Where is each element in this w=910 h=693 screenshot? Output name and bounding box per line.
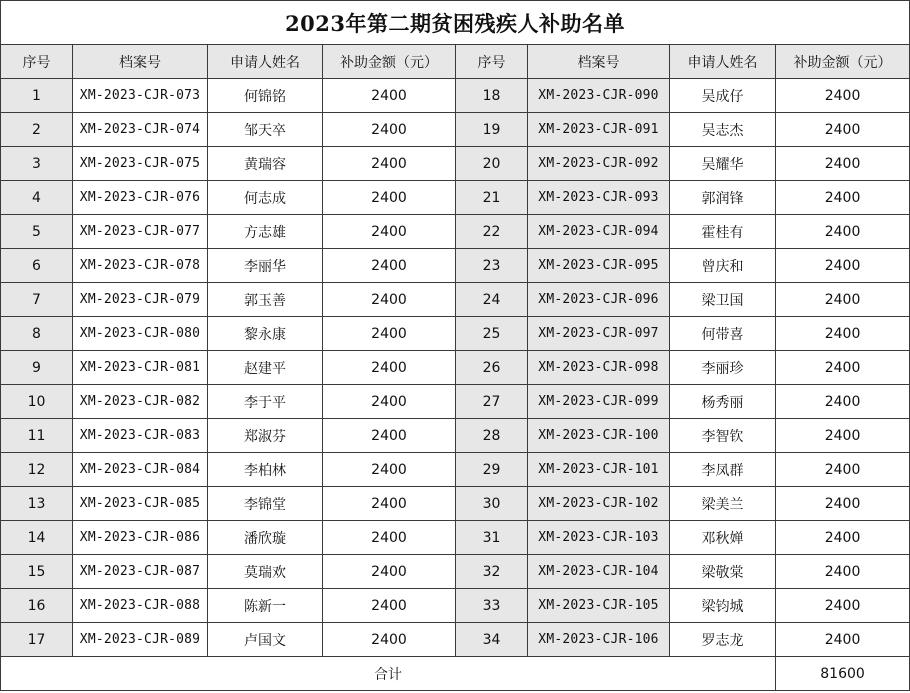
file-id-left: XM-2023-CJR-084 <box>73 453 208 487</box>
row-number-right: 26 <box>456 351 528 385</box>
subsidy-amount-right: 2400 <box>776 487 910 521</box>
subsidy-amount-left: 2400 <box>323 419 456 453</box>
file-id-left: XM-2023-CJR-073 <box>73 79 208 113</box>
file-id-right: XM-2023-CJR-094 <box>528 215 670 249</box>
sheet-title: 2023年第二期贫困残疾人补助名单 <box>1 1 910 45</box>
row-number-right: 29 <box>456 453 528 487</box>
file-id-left: XM-2023-CJR-075 <box>73 147 208 181</box>
subsidy-amount-left: 2400 <box>323 283 456 317</box>
applicant-name-right: 吴成仔 <box>670 79 776 113</box>
applicant-name-right: 吴耀华 <box>670 147 776 181</box>
subsidy-amount-right: 2400 <box>776 215 910 249</box>
header-row <box>1 45 910 79</box>
file-id-right: XM-2023-CJR-096 <box>528 283 670 317</box>
applicant-name-left: 李丽华 <box>208 249 323 283</box>
subsidy-amount-left: 2400 <box>323 589 456 623</box>
applicant-name-right: 梁卫国 <box>670 283 776 317</box>
file-id-left: XM-2023-CJR-077 <box>73 215 208 249</box>
row-number-left: 1 <box>1 79 73 113</box>
table-row <box>1 453 910 487</box>
row-number-left: 4 <box>1 181 73 215</box>
applicant-name-left: 郭玉善 <box>208 283 323 317</box>
row-number-right: 32 <box>456 555 528 589</box>
row-number-right: 28 <box>456 419 528 453</box>
row-number-right: 21 <box>456 181 528 215</box>
subsidy-amount-left: 2400 <box>323 453 456 487</box>
applicant-name-right: 李凤群 <box>670 453 776 487</box>
file-id-right: XM-2023-CJR-091 <box>528 113 670 147</box>
subsidy-amount-left: 2400 <box>323 623 456 657</box>
subsidy-amount-left: 2400 <box>323 113 456 147</box>
row-number-left: 14 <box>1 521 73 555</box>
applicant-name-left: 黎永康 <box>208 317 323 351</box>
subsidy-amount-left: 2400 <box>323 385 456 419</box>
table-row <box>1 317 910 351</box>
row-number-left: 11 <box>1 419 73 453</box>
total-label: 合计 <box>1 657 776 691</box>
subsidy-amount-right: 2400 <box>776 453 910 487</box>
applicant-name-right: 罗志龙 <box>670 623 776 657</box>
subsidy-amount-left: 2400 <box>323 317 456 351</box>
subsidy-amount-right: 2400 <box>776 521 910 555</box>
subsidy-amount-right: 2400 <box>776 283 910 317</box>
file-id-right: XM-2023-CJR-098 <box>528 351 670 385</box>
file-id-right: XM-2023-CJR-099 <box>528 385 670 419</box>
file-id-right: XM-2023-CJR-090 <box>528 79 670 113</box>
table-row <box>1 385 910 419</box>
applicant-name-right: 郭润锋 <box>670 181 776 215</box>
file-id-right: XM-2023-CJR-095 <box>528 249 670 283</box>
applicant-name-left: 邹天卒 <box>208 113 323 147</box>
header-amount-left: 补助金额（元） <box>323 45 456 79</box>
header-name-right: 申请人姓名 <box>670 45 776 79</box>
file-id-left: XM-2023-CJR-076 <box>73 181 208 215</box>
file-id-left: XM-2023-CJR-083 <box>73 419 208 453</box>
applicant-name-left: 赵建平 <box>208 351 323 385</box>
applicant-name-left: 陈新一 <box>208 589 323 623</box>
file-id-right: XM-2023-CJR-105 <box>528 589 670 623</box>
file-id-right: XM-2023-CJR-097 <box>528 317 670 351</box>
table-row <box>1 113 910 147</box>
row-number-left: 12 <box>1 453 73 487</box>
applicant-name-right: 梁美兰 <box>670 487 776 521</box>
file-id-left: XM-2023-CJR-074 <box>73 113 208 147</box>
subsidy-amount-right: 2400 <box>776 385 910 419</box>
table-row <box>1 623 910 657</box>
header-name-left: 申请人姓名 <box>208 45 323 79</box>
applicant-name-right: 杨秀丽 <box>670 385 776 419</box>
row-number-right: 25 <box>456 317 528 351</box>
subsidy-amount-left: 2400 <box>323 487 456 521</box>
subsidy-amount-left: 2400 <box>323 249 456 283</box>
subsidy-amount-left: 2400 <box>323 215 456 249</box>
row-number-left: 10 <box>1 385 73 419</box>
file-id-left: XM-2023-CJR-079 <box>73 283 208 317</box>
file-id-left: XM-2023-CJR-082 <box>73 385 208 419</box>
applicant-name-left: 李锦堂 <box>208 487 323 521</box>
table-row <box>1 555 910 589</box>
row-number-right: 19 <box>456 113 528 147</box>
row-number-left: 7 <box>1 283 73 317</box>
applicant-name-left: 何志成 <box>208 181 323 215</box>
applicant-name-left: 方志雄 <box>208 215 323 249</box>
row-number-right: 31 <box>456 521 528 555</box>
applicant-name-right: 李丽珍 <box>670 351 776 385</box>
row-number-right: 20 <box>456 147 528 181</box>
subsidy-amount-left: 2400 <box>323 521 456 555</box>
row-number-left: 16 <box>1 589 73 623</box>
subsidy-amount-right: 2400 <box>776 589 910 623</box>
subsidy-amount-left: 2400 <box>323 555 456 589</box>
subsidy-amount-right: 2400 <box>776 79 910 113</box>
applicant-name-left: 黄瑞容 <box>208 147 323 181</box>
subsidy-amount-right: 2400 <box>776 249 910 283</box>
row-number-left: 5 <box>1 215 73 249</box>
row-number-left: 9 <box>1 351 73 385</box>
file-id-left: XM-2023-CJR-081 <box>73 351 208 385</box>
row-number-left: 8 <box>1 317 73 351</box>
applicant-name-right: 梁钧城 <box>670 589 776 623</box>
subsidy-amount-left: 2400 <box>323 351 456 385</box>
total-amount: 81600 <box>776 657 910 691</box>
header-no-right: 序号 <box>456 45 528 79</box>
total-row <box>1 657 910 691</box>
header-no-left: 序号 <box>1 45 73 79</box>
header-file-id-right: 档案号 <box>528 45 670 79</box>
subsidy-amount-right: 2400 <box>776 351 910 385</box>
file-id-left: XM-2023-CJR-088 <box>73 589 208 623</box>
applicant-name-left: 李柏林 <box>208 453 323 487</box>
table-row <box>1 419 910 453</box>
applicant-name-left: 郑淑芬 <box>208 419 323 453</box>
applicant-name-right: 霍桂有 <box>670 215 776 249</box>
file-id-right: XM-2023-CJR-100 <box>528 419 670 453</box>
file-id-left: XM-2023-CJR-078 <box>73 249 208 283</box>
row-number-right: 30 <box>456 487 528 521</box>
table-row <box>1 79 910 113</box>
subsidy-amount-right: 2400 <box>776 317 910 351</box>
file-id-right: XM-2023-CJR-103 <box>528 521 670 555</box>
row-number-left: 3 <box>1 147 73 181</box>
header-file-id-left: 档案号 <box>73 45 208 79</box>
applicant-name-right: 邓秋婵 <box>670 521 776 555</box>
subsidy-amount-left: 2400 <box>323 181 456 215</box>
file-id-right: XM-2023-CJR-102 <box>528 487 670 521</box>
applicant-name-right: 吴志杰 <box>670 113 776 147</box>
table-row <box>1 283 910 317</box>
row-number-left: 2 <box>1 113 73 147</box>
applicant-name-right: 何带喜 <box>670 317 776 351</box>
table-row <box>1 351 910 385</box>
subsidy-amount-right: 2400 <box>776 419 910 453</box>
row-number-right: 33 <box>456 589 528 623</box>
subsidy-amount-right: 2400 <box>776 113 910 147</box>
file-id-right: XM-2023-CJR-101 <box>528 453 670 487</box>
subsidy-amount-right: 2400 <box>776 181 910 215</box>
file-id-right: XM-2023-CJR-104 <box>528 555 670 589</box>
row-number-right: 23 <box>456 249 528 283</box>
subsidy-amount-left: 2400 <box>323 147 456 181</box>
header-amount-right: 补助金额（元） <box>776 45 910 79</box>
applicant-name-left: 卢国文 <box>208 623 323 657</box>
subsidy-amount-right: 2400 <box>776 623 910 657</box>
title-row <box>1 1 910 45</box>
applicant-name-left: 李于平 <box>208 385 323 419</box>
file-id-left: XM-2023-CJR-086 <box>73 521 208 555</box>
applicant-name-left: 何锦铭 <box>208 79 323 113</box>
file-id-left: XM-2023-CJR-085 <box>73 487 208 521</box>
file-id-left: XM-2023-CJR-080 <box>73 317 208 351</box>
row-number-left: 15 <box>1 555 73 589</box>
file-id-right: XM-2023-CJR-092 <box>528 147 670 181</box>
file-id-right: XM-2023-CJR-106 <box>528 623 670 657</box>
table-row <box>1 589 910 623</box>
table-row <box>1 147 910 181</box>
subsidy-amount-left: 2400 <box>323 79 456 113</box>
applicant-name-left: 莫瑞欢 <box>208 555 323 589</box>
row-number-right: 34 <box>456 623 528 657</box>
applicant-name-right: 曾庆和 <box>670 249 776 283</box>
file-id-right: XM-2023-CJR-093 <box>528 181 670 215</box>
table-row <box>1 487 910 521</box>
row-number-right: 27 <box>456 385 528 419</box>
table-row <box>1 249 910 283</box>
subsidy-amount-right: 2400 <box>776 147 910 181</box>
row-number-right: 22 <box>456 215 528 249</box>
file-id-left: XM-2023-CJR-087 <box>73 555 208 589</box>
row-number-right: 18 <box>456 79 528 113</box>
subsidy-amount-right: 2400 <box>776 555 910 589</box>
table-row <box>1 181 910 215</box>
row-number-right: 24 <box>456 283 528 317</box>
applicant-name-right: 梁敬棠 <box>670 555 776 589</box>
table-row <box>1 215 910 249</box>
applicant-name-left: 潘欣璇 <box>208 521 323 555</box>
row-number-left: 17 <box>1 623 73 657</box>
table-row <box>1 521 910 555</box>
file-id-left: XM-2023-CJR-089 <box>73 623 208 657</box>
applicant-name-right: 李智钦 <box>670 419 776 453</box>
row-number-left: 6 <box>1 249 73 283</box>
row-number-left: 13 <box>1 487 73 521</box>
